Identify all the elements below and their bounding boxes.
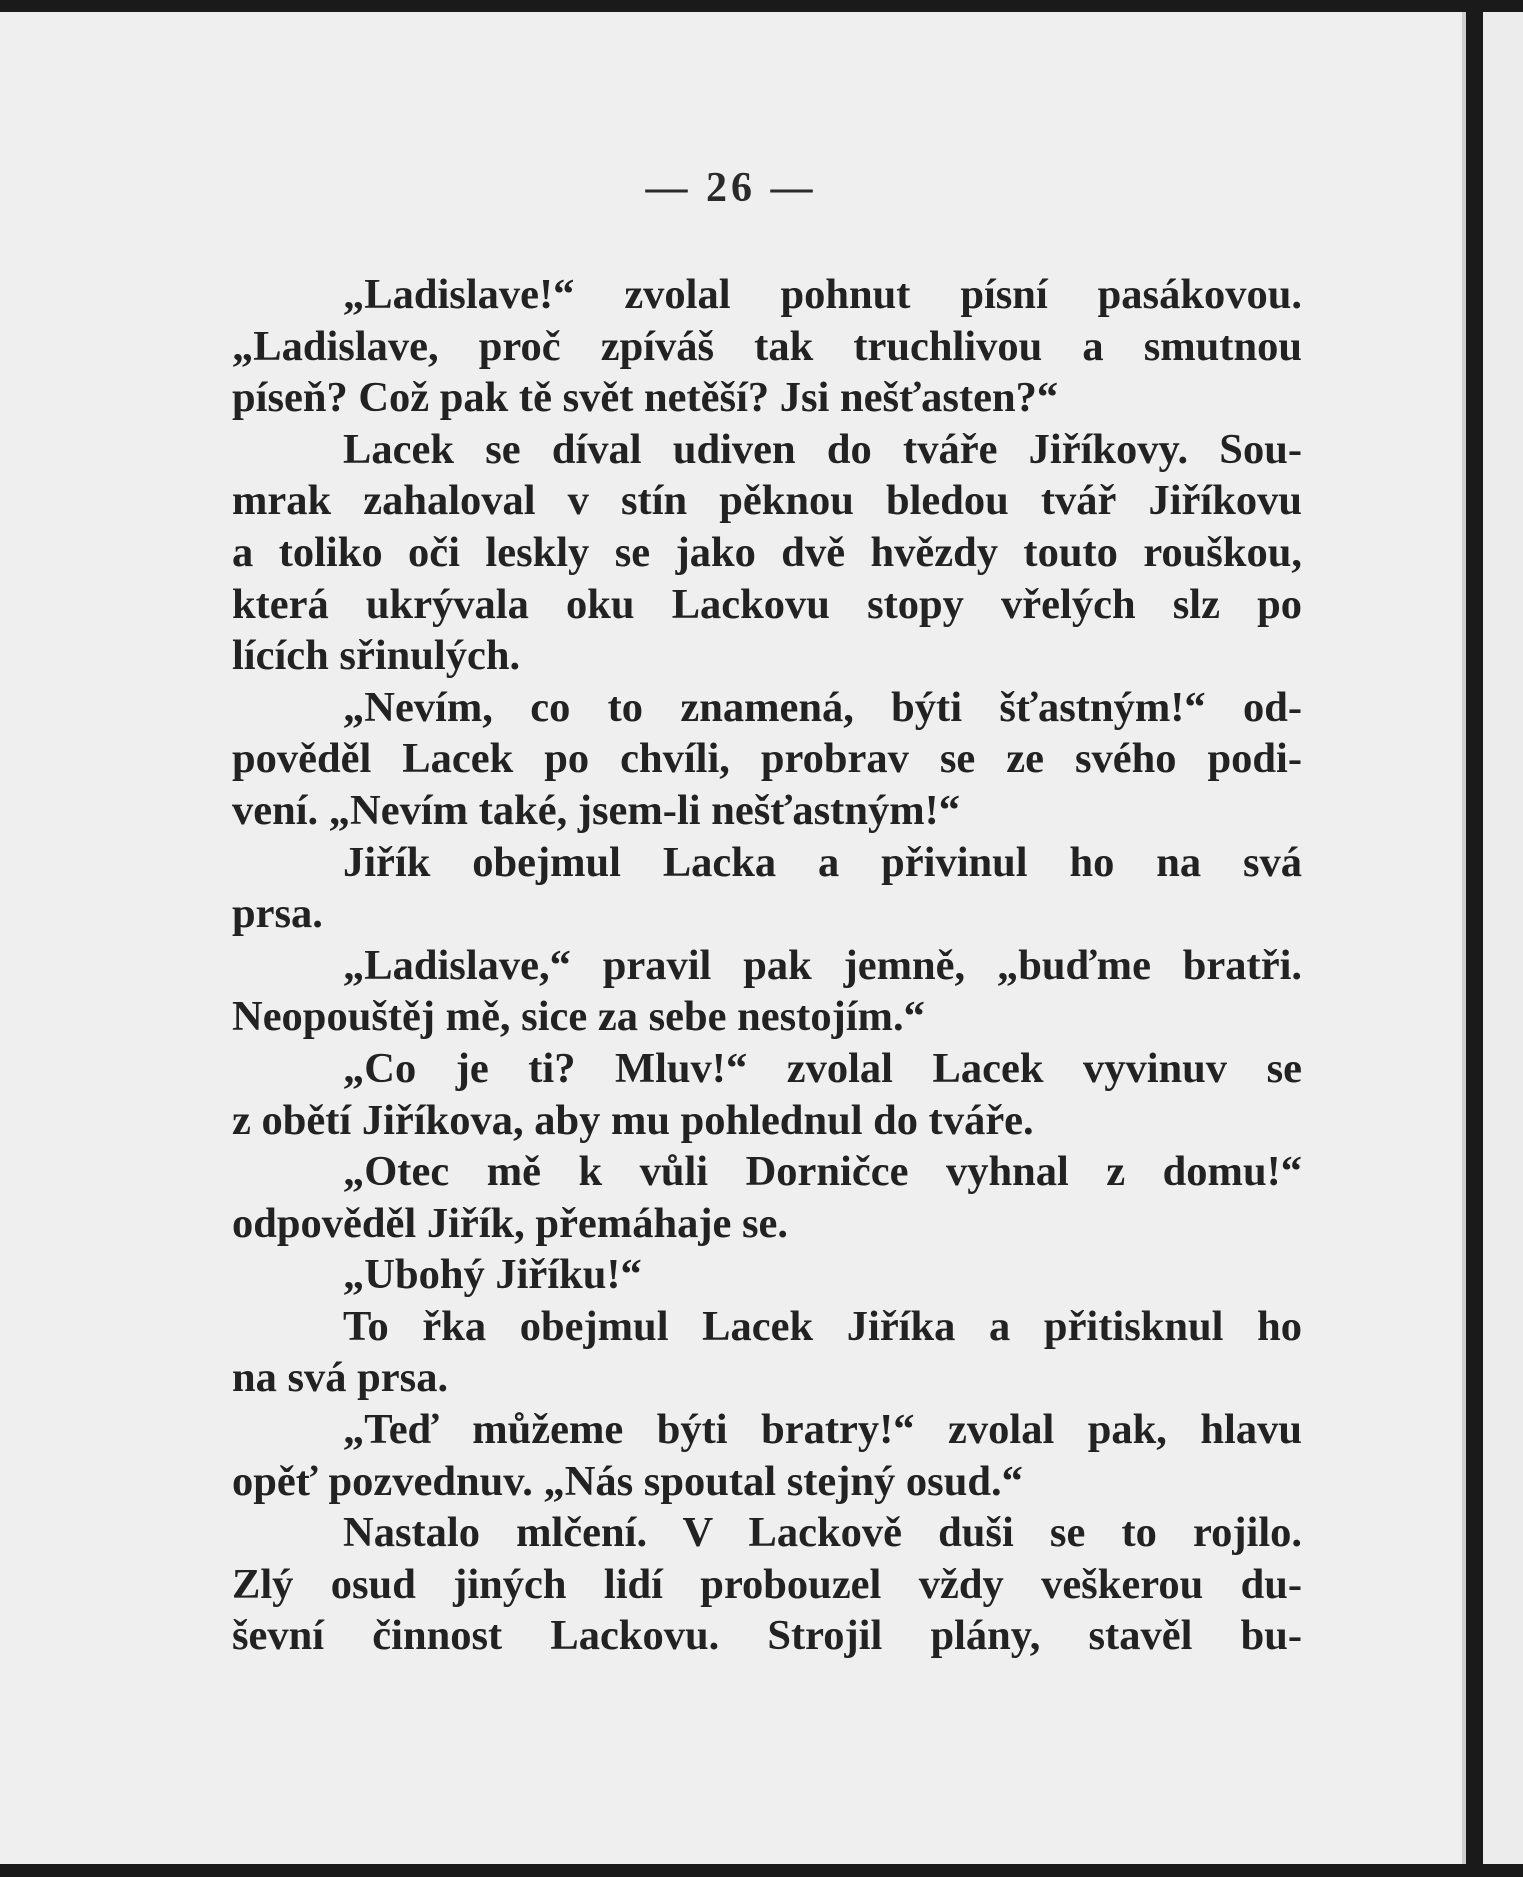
text-line: na svá prsa. bbox=[232, 1354, 449, 1402]
text-line: opěť pozvednuv. „Nás spoutal stejný osud.“ bbox=[232, 1457, 1023, 1505]
text-line: ševní činnost Lackovu. Strojil plány, stavěl bu- bbox=[232, 1612, 1302, 1660]
text-line: píseň? Což pak tě svět netěší? Jsi nešťasten?“ bbox=[232, 374, 1059, 422]
text-line: a toliko oči leskly se jako dvě hvězdy touto rouškou, bbox=[232, 528, 1302, 576]
text-line: „Ladislave, proč zpíváš tak truchlivou a smutnou bbox=[232, 322, 1302, 370]
text-line: „Teď můžeme býti bratry!“ zvolal pak, hlavu bbox=[343, 1406, 1302, 1454]
page-text bbox=[232, 269, 1302, 1662]
text-line: „Ladislave,“ pravil pak jemně, „buďme bratři. bbox=[343, 941, 1302, 989]
text-line: vení. „Nevím také, jsem-li nešťastným!“ bbox=[232, 786, 961, 834]
text-line: „Ladislave!“ zvolal pohnut písní pasákovou. bbox=[343, 271, 1302, 318]
text-line: Neopouštěj mě, sice za sebe nestojím.“ bbox=[232, 993, 925, 1041]
text-line: Zlý osud jiných lidí probouzel vždy veškerou du- bbox=[232, 1560, 1302, 1608]
text-line: Nastalo mlčení. V Lackově duši se to rojilo. bbox=[343, 1509, 1302, 1557]
text-line: odpověděl Jiřík, přemáhaje se. bbox=[232, 1199, 789, 1247]
text-line: „Ubohý Jiříku!“ bbox=[343, 1251, 642, 1299]
text-line: která ukrývala oku Lackovu stopy vřelých slz po bbox=[232, 580, 1302, 628]
text-line: mrak zahaloval v stín pěknou bledou tvář Jiříkovu bbox=[232, 477, 1302, 525]
text-line: „Otec mě k vůli Dorničce vyhnal z domu!“ bbox=[343, 1148, 1302, 1196]
text-line: Jiřík obejmul Lacka a přivinul ho na svá bbox=[343, 838, 1302, 886]
text-line: prsa. bbox=[232, 890, 323, 938]
book-page bbox=[0, 12, 1466, 1864]
text-line: z obětí Jiříkova, aby mu pohlednul do tváře. bbox=[232, 1096, 1034, 1144]
adjacent-page-edge bbox=[1483, 12, 1523, 1864]
text-line: „Nevím, co to znamená, býti šťastným!“ od- bbox=[343, 683, 1302, 731]
text-line: „Co je ti? Mluv!“ zvolal Lacek vyvinuv se bbox=[343, 1044, 1302, 1092]
text-line: lících sřinulých. bbox=[232, 632, 521, 680]
text-line: Lacek se díval udiven do tváře Jiříkovy. Sou- bbox=[343, 425, 1302, 473]
text-line: To řka obejmul Lacek Jiříka a přitisknul ho bbox=[343, 1302, 1302, 1350]
page-number: — 26 — bbox=[645, 165, 817, 211]
text-line: pověděl Lacek po chvíli, probrav se ze svého podi- bbox=[232, 735, 1302, 783]
